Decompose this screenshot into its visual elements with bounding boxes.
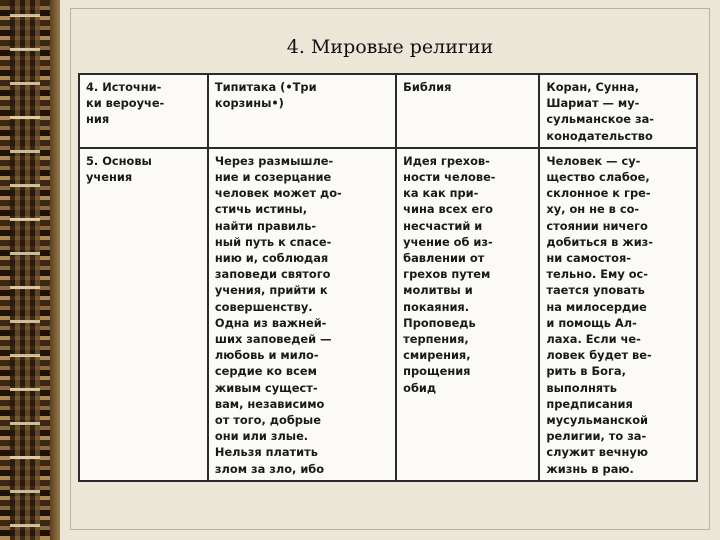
- cell-text-line: 5. Основы: [86, 153, 152, 168]
- cell-text-line: живым сущест-: [214, 380, 318, 395]
- cell-text-line: ния: [86, 112, 110, 127]
- cell-text-line: злом за зло, ибо: [214, 461, 325, 476]
- cell-text-line: предписания: [546, 396, 633, 411]
- cell-text-line: ловек будет ве-: [546, 348, 652, 363]
- cell-text-line: Идея грехов-: [403, 153, 490, 168]
- cell-text-line: найти правиль-: [214, 218, 317, 233]
- cell-text-line: мусульманской: [546, 413, 649, 428]
- cell-text-line: Библия: [403, 80, 452, 94]
- cell-text-line: Человек — су-: [546, 153, 641, 168]
- cell-text-line: вам, независимо: [214, 396, 325, 411]
- cell-text-line: добиться в жиз-: [546, 234, 654, 249]
- cell-text-line: смирения,: [403, 348, 471, 363]
- cell-text-line: прощения: [403, 364, 471, 379]
- cell-text-line: склонное к гре-: [546, 186, 651, 201]
- decorative-border-edge: [50, 0, 60, 540]
- cell-text-line: лаха. Если че-: [546, 332, 641, 347]
- cell-text-line: учения, прийти к: [214, 283, 328, 298]
- cell-text-line: тается уповать: [546, 283, 645, 298]
- cell-text-line: несчастий и: [403, 218, 483, 233]
- cell-text-line: ности челове-: [403, 170, 496, 185]
- cell-text-line: Нельзя платить: [214, 445, 318, 460]
- table-cell: [396, 74, 539, 148]
- cell-text-line: Проповедь: [403, 315, 476, 330]
- cell-text-line: от того, добрые: [214, 413, 321, 428]
- cell-text-line: 4. Источни-: [86, 80, 162, 94]
- cell-text-line: Одна из важней-: [214, 315, 327, 330]
- cell-text-line: ших заповедей —: [214, 332, 332, 347]
- table-row: [79, 74, 697, 148]
- cell-text-line: Шариат — му-: [546, 96, 640, 111]
- cell-text-line: рить в Бога,: [546, 364, 626, 379]
- cell-text-line: корзины•): [214, 96, 284, 111]
- cell-text-line: тельно. Ему ос-: [546, 267, 649, 282]
- decorative-border: [0, 0, 50, 540]
- religions-table: [78, 73, 698, 482]
- cell-text-line: служит вечную: [546, 445, 648, 460]
- cell-text-line: обид: [403, 380, 437, 395]
- table-cell: [539, 148, 697, 481]
- cell-text-line: человек может до-: [214, 186, 342, 201]
- cell-text-line: учения: [86, 170, 133, 185]
- cell-text-line: ни самостоя-: [546, 251, 632, 266]
- table-cell: [539, 74, 697, 148]
- cell-text-line: конодательство: [546, 128, 653, 143]
- slide-title: 4. Мировые религии: [286, 36, 494, 58]
- cell-text-line: они или злые.: [214, 429, 309, 444]
- cell-text-line: стичь истины,: [214, 202, 308, 217]
- cell-text-line: бавлении от: [403, 251, 485, 266]
- cell-text-line: учение об из-: [403, 234, 493, 249]
- cell-text-line: грехов путем: [403, 267, 491, 282]
- cell-text-line: жизнь в раю.: [546, 461, 634, 476]
- cell-text-line: ный путь к спасе-: [214, 234, 332, 249]
- cell-text-line: щество слабое,: [546, 170, 650, 185]
- cell-text-line: чина всех его: [403, 202, 493, 217]
- cell-text-line: религии, то за-: [546, 429, 647, 444]
- table-cell: [79, 74, 208, 148]
- cell-text-line: ки вероуче-: [86, 96, 165, 111]
- cell-text-line: на милосердие: [546, 299, 647, 314]
- cell-text-line: сульманское за-: [546, 112, 655, 127]
- cell-text-line: и помощь Ал-: [546, 315, 637, 330]
- cell-text-line: любовь и мило-: [214, 348, 319, 363]
- cell-text-line: Через размышле-: [214, 153, 334, 168]
- cell-text-line: нию и, соблюдая: [214, 251, 329, 266]
- cell-text-line: ка как при-: [403, 186, 479, 201]
- table-cell: [208, 74, 396, 148]
- cell-text-line: заповеди святого: [214, 267, 331, 282]
- table-cell: [208, 148, 396, 481]
- table-cell: [79, 148, 208, 481]
- cell-text-line: совершенству.: [214, 299, 313, 314]
- table-row: [79, 148, 697, 481]
- cell-text-line: ние и созерцание: [214, 170, 332, 185]
- cell-text-line: ху, он не в со-: [546, 202, 640, 217]
- cell-text-line: молитвы и: [403, 283, 473, 298]
- table-cell: [396, 148, 539, 481]
- cell-text-line: терпения,: [403, 332, 469, 347]
- cell-text-line: стоянии ничего: [546, 218, 648, 233]
- cell-text-line: Типитака (•Три: [214, 80, 317, 94]
- cell-text-line: сердие ко всем: [214, 364, 317, 379]
- cell-text-line: выполнять: [546, 380, 617, 395]
- cell-text-line: покаяния.: [403, 299, 470, 314]
- cell-text-line: Коран, Сунна,: [546, 80, 640, 94]
